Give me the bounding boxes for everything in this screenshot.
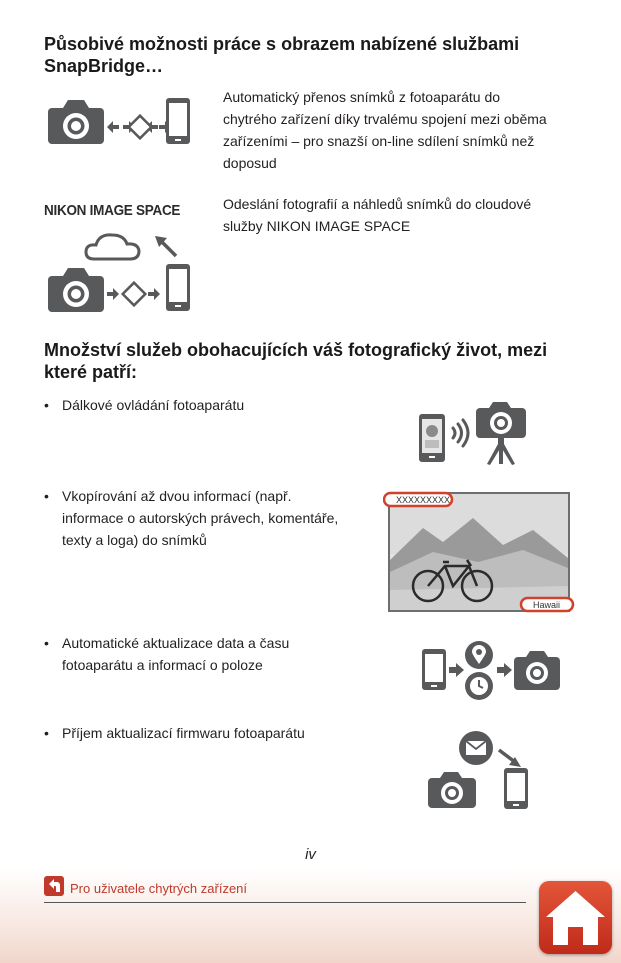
back-link-label: Pro uživatele chytrých zařízení: [70, 881, 248, 896]
bullet-char: •: [44, 725, 49, 741]
feature1-description: Automatický přenos snímků z fotoaparátu do chytrého zařízení díky trvalému spojení mezi oběma zařízeními – pro snazší on-line sdílení snímků než doposud: [223, 89, 547, 171]
location-time-sync-icon: [420, 640, 562, 702]
imprint-label-bottom: Hawaii: [533, 600, 561, 610]
home-icon: [539, 881, 612, 954]
section1-heading: Působivé možnosti práce s obrazem nabízené službami SnapBridge…: [44, 34, 520, 76]
page-number: iv: [305, 846, 316, 863]
list-item-firmware: Příjem aktualizací firmwaru fotoaparátu: [62, 725, 305, 741]
back-link[interactable]: [44, 876, 247, 901]
imprint-label-top: XXXXXXXXX: [396, 495, 451, 505]
firmware-mail-icon: [427, 730, 531, 810]
list-item-auto-update: Automatické aktualizace data a času fotoaparátu a informací o poloze: [62, 635, 290, 673]
bullet-char: •: [44, 397, 49, 413]
imprint-photo-illustration: [383, 490, 577, 614]
back-arrow-icon: [44, 876, 64, 901]
nikon-image-space-logo: NIKON IMAGE SPACE: [44, 202, 181, 219]
home-button[interactable]: [539, 881, 612, 954]
bullet-char: •: [44, 488, 49, 504]
footer-divider: [44, 902, 526, 903]
list-item-remote-control: Dálkové ovládání fotoaparátu: [62, 397, 245, 413]
cloud-upload-icon: [46, 224, 194, 314]
bullet-char: •: [44, 635, 49, 651]
list-item-imprint: Vkopírování až dvou informací (např. informace o autorských právech, komentáře, texty a loga) do snímků: [62, 488, 339, 548]
section2-heading: Množství služeb obohacujících váš fotografický život, mezi které patří:: [44, 340, 548, 382]
remote-control-icon: [417, 400, 529, 466]
feature2-description: Odeslání fotografií a náhledů snímků do cloudové služby NIKON IMAGE SPACE: [223, 196, 532, 234]
camera-phone-sync-icon: [46, 95, 192, 147]
